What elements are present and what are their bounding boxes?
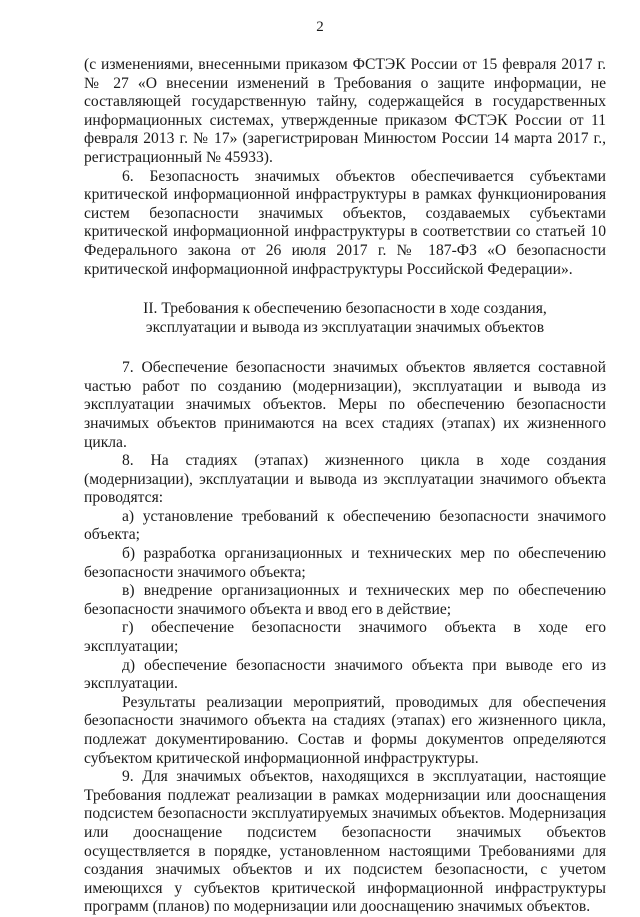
clause-8-item-a: а) установление требований к обеспечению безопасности значимого объекта; (84, 507, 606, 544)
document-body (84, 56, 606, 917)
clause-6: 6. Безопасность значимых объектов обеспечивается субъектами критической информационной инфраструктуры в рамках функционирования систем безопасности значимых объектов, создаваемых субъектами критической информационной инфраструктуры в соответствии со статьей 10 Федерального закона от 26 июля 2017 г. № 187-ФЗ «О безопасности критической информационной инфраструктуры Российской Федерации». (84, 167, 606, 278)
clause-8-intro: 8. На стадиях (этапах) жизненного цикла в ходе создания (модернизации), эксплуатации и вывода из эксплуатации значимого объекта проводятся: (84, 452, 606, 507)
section-heading-line-1: II. Требования к обеспечению безопасности в ходе создания, (143, 300, 547, 318)
section-heading-line-2: эксплуатации и вывода из эксплуатации значимых объектов (145, 319, 545, 337)
clause-8-item-b: б) разработка организационных и технических мер по обеспечению безопасности значимого объекта; (84, 545, 606, 581)
clause-8-item-e: д) обеспечение безопасности значимого объекта при выводе его из эксплуатации. (84, 656, 606, 693)
page-number: 2 (316, 19, 324, 35)
section-heading (84, 299, 606, 337)
clause-9: 9. Для значимых объектов, находящихся в эксплуатации, настоящие Требования подлежат реализации в рамках модернизации или дооснащения подсистем безопасности эксплуатируемых значимых объектов. Модернизация или дооснащение подсистем безопасности значимых объектов осуществляется в порядке, установленном настоящими Требованиями для создания значимых объектов и их подсистем безопасности, с учетом имеющихся у субъектов критической информационной инфраструктуры программ (планов) по модернизации или дооснащению значимых объектов. (84, 768, 606, 916)
clause-8-item-d: г) обеспечение безопасности значимого объекта в ходе его эксплуатации; (84, 619, 606, 656)
intro-paragraph: (с изменениями, внесенными приказом ФСТЭК России от 15 февраля 2017 г. № 27 «О внесении изменений в Требования о защите информации, не составляющей государственную тайну, содержащейся в государственных информационных системах, утвержденные приказом ФСТЭК России от 11 февраля 2013 г. № 17» (зарегистрирован Минюстом России 14 марта 2017 г., регистрационный № 45933). (84, 56, 606, 166)
clause-7: 7. Обеспечение безопасности значимых объектов является составной частью работ по созданию (модернизации), эксплуатации и вывода из эксплуатации значимых объектов. Меры по обеспечению безопасности значимых объектов принимаются на всех стадиях (этапах) их жизненного цикла. (84, 359, 606, 451)
clause-8-results: Результаты реализации мероприятий, проводимых для обеспечения безопасности значимого объекта на стадиях (этапах) его жизненного цикла, подлежат документированию. Состав и формы документов определяются субъектом критической информационной инфраструктуры. (84, 693, 606, 767)
clause-8-item-c: в) внедрение организационных и технических мер по обеспечению безопасности значимого объекта и ввод его в действие; (84, 582, 606, 618)
